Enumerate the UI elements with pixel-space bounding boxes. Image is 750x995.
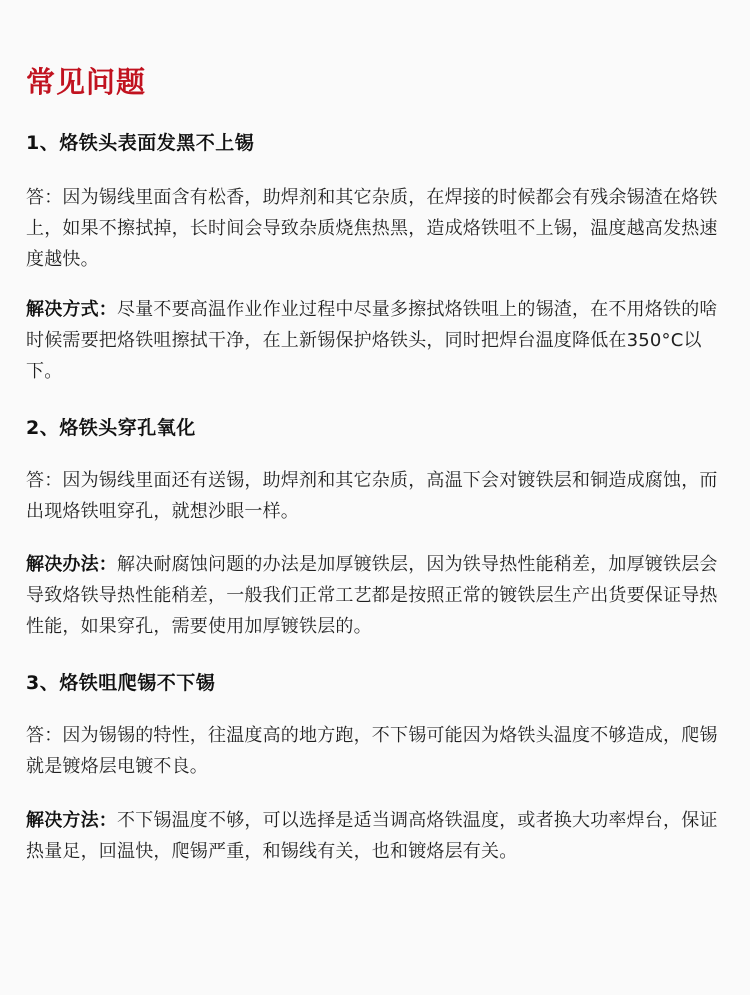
question-heading-2: 2、烙铁头穿孔氧化	[26, 417, 196, 439]
answer-text: 因为锡线里面含有松香，助焊剂和其它杂质，在焊接的时候都会有残余锡渣在烙铁上，如果不擦拭掉，长时间会导致杂质烧焦热黑，造成烙铁咀不上锡，温度越高发热速度越快。	[26, 187, 718, 270]
page-title: 常见问题	[26, 65, 147, 99]
question-heading-1: 1、烙铁头表面发黑不上锡	[26, 132, 255, 154]
solution-paragraph-3	[26, 805, 726, 867]
answer-prefix: 答：	[26, 187, 63, 208]
answer-paragraph-3	[26, 720, 726, 782]
solution-paragraph-1	[26, 294, 726, 387]
solution-label: 解决办法：	[26, 554, 117, 575]
answer-prefix: 答：	[26, 470, 63, 491]
solution-text: 解决耐腐蚀问题的办法是加厚镀铁层，因为铁导热性能稍差，加厚镀铁层会导致烙铁导热性能稍差，一般我们正常工艺都是按照正常的镀铁层生产出货要保证导热性能，如果穿孔，需要使用加厚镀铁层的。	[26, 554, 718, 637]
solution-text: 尽量不要高温作业作业过程中尽量多擦拭烙铁咀上的锡渣，在不用烙铁的啥时候需要把烙铁咀擦拭干净，在上新锡保护烙铁头，同时把焊台温度降低在350°C以下。	[26, 299, 718, 382]
question-heading-3: 3、烙铁咀爬锡不下锡	[26, 672, 216, 694]
answer-paragraph-1	[26, 182, 726, 275]
solution-label: 解决方法：	[26, 810, 117, 831]
answer-prefix: 答：	[26, 725, 63, 746]
answer-paragraph-2	[26, 465, 726, 527]
answer-text: 因为锡线里面还有送锡，助焊剂和其它杂质，高温下会对镀铁层和铜造成腐蚀，而出现烙铁咀穿孔，就想沙眼一样。	[26, 470, 718, 522]
solution-paragraph-2	[26, 549, 726, 642]
solution-label: 解决方式：	[26, 299, 117, 320]
answer-text: 因为锡锡的特性，往温度高的地方跑，不下锡可能因为烙铁头温度不够造成，爬锡就是镀烙层电镀不良。	[26, 725, 718, 777]
solution-text: 不下锡温度不够，可以选择是适当调高烙铁温度，或者换大功率焊台，保证热量足，回温快，爬锡严重，和锡线有关，也和镀烙层有关。	[26, 810, 718, 862]
